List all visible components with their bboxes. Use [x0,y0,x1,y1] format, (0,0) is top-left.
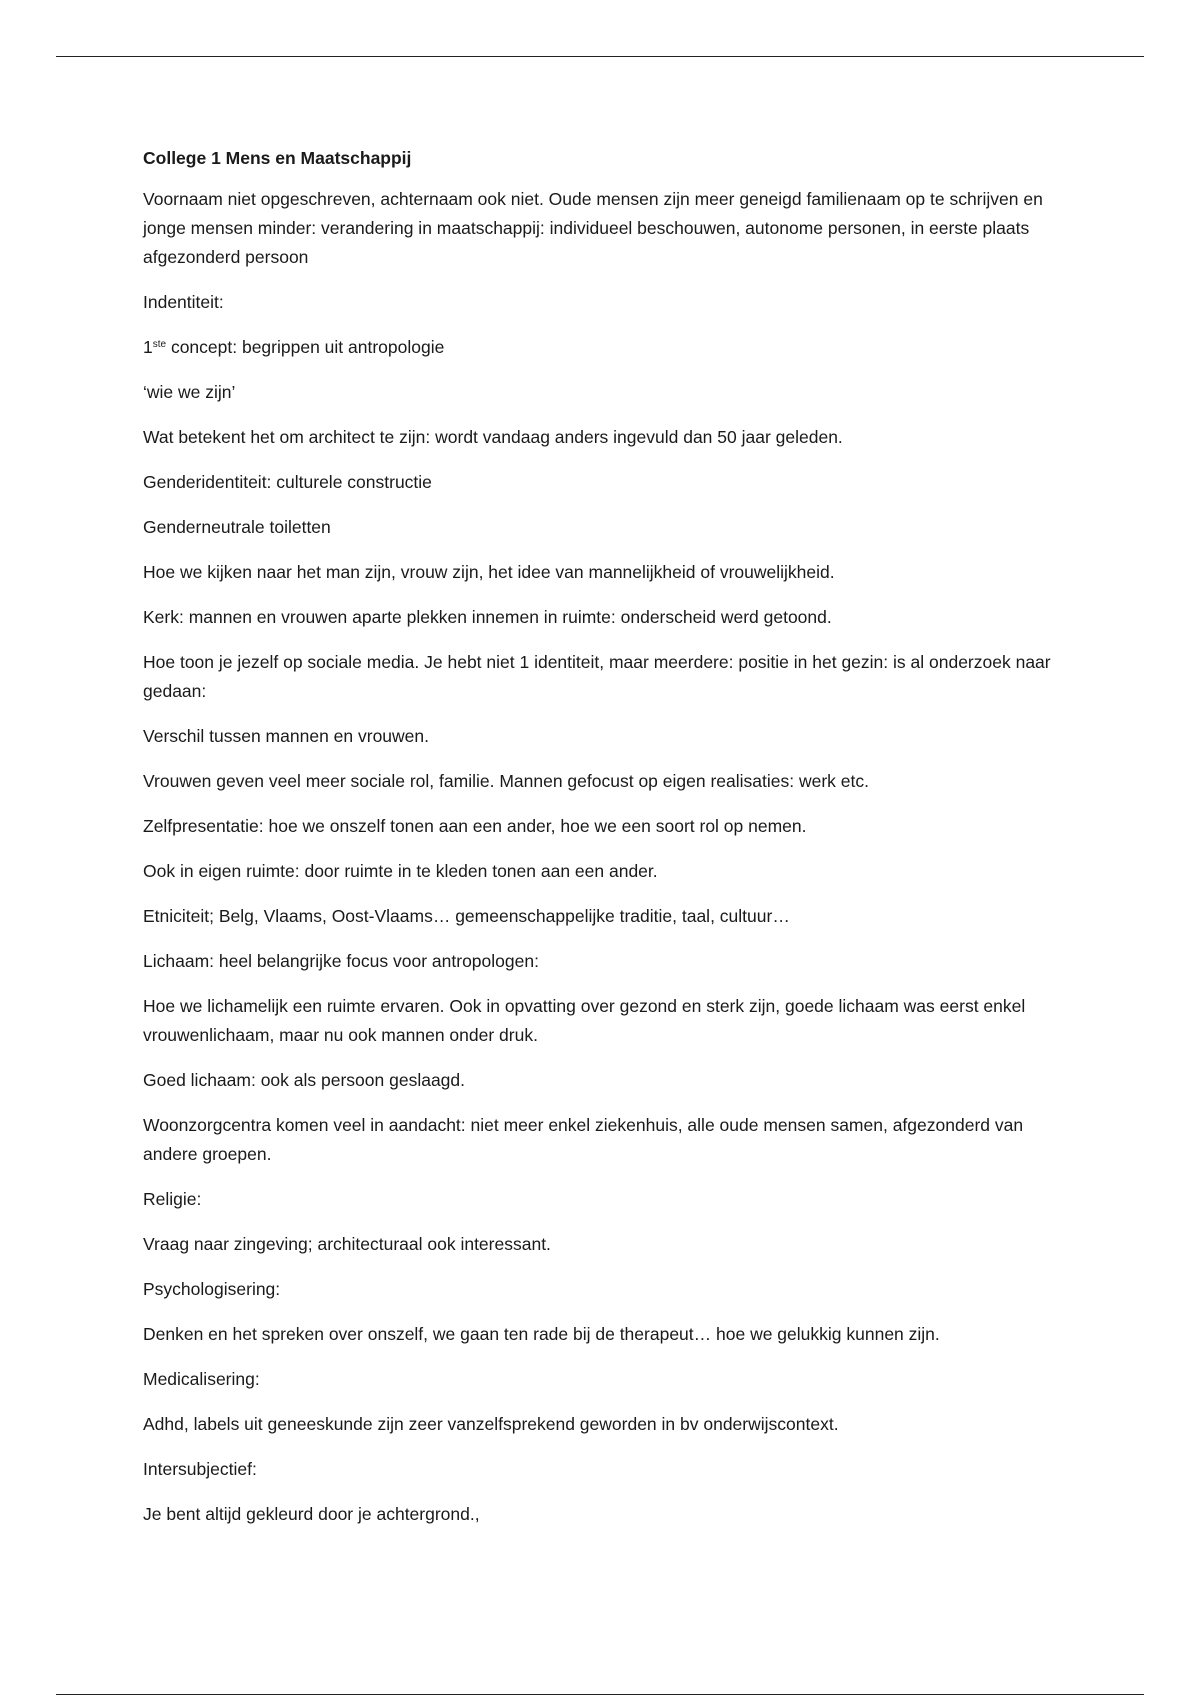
paragraph-zingeving: Vraag naar zingeving; architecturaal ook interessant. [143,1234,551,1254]
heading-religie: Religie: [143,1189,202,1209]
paragraph-zelfpresentatie: Zelfpresentatie: hoe we onszelf tonen aan een ander, hoe we een soort rol op nemen. [143,816,807,836]
paragraph-lichamelijk: Hoe we lichamelijk een ruimte ervaren. Ook in opvatting over gezond en sterk zijn, goede lichaam was eerst enkel vrouwenlichaam, maar nu ook mannen onder druk. [143,996,1026,1045]
bottom-rule [56,1694,1144,1695]
paragraph-adhd: Adhd, labels uit geneeskunde zijn zeer vanzelfsprekend geworden in bv onderwijscontext. [143,1414,839,1434]
paragraph-denken: Denken en het spreken over onszelf, we gaan ten rade bij de therapeut… hoe we gelukkig kunnen zijn. [143,1324,940,1344]
paragraph-vrouwen-rol: Vrouwen geven veel meer sociale rol, familie. Mannen gefocust op eigen realisaties: werk etc. [143,771,869,791]
paragraph-etniciteit: Etniciteit; Belg, Vlaams, Oost-Vlaams… gemeenschappelijke traditie, taal, cultuur… [143,906,790,926]
paragraph-intro: Voornaam niet opgeschreven, achternaam ook niet. Oude mensen zijn meer geneigd familienaam op te schrijven en jonge mensen minder: verandering in maatschappij: individueel beschouwen, autonome personen, in eerste plaats afgezonderd persoon [143,189,1043,267]
paragraph-woonzorgcentra: Woonzorgcentra komen veel in aandacht: niet meer enkel ziekenhuis, alle oude mensen samen, afgezonderd van andere groepen. [143,1115,1024,1164]
paragraph-achtergrond: Je bent altijd gekleurd door je achtergrond., [143,1504,480,1524]
heading-identiteit: Indentiteit: [143,292,224,312]
document-title: College 1 Mens en Maatschappij [143,148,412,168]
paragraph-man-vrouw: Hoe we kijken naar het man zijn, vrouw zijn, het idee van mannelijkheid of vrouwelijkheid. [143,562,835,582]
concept-number: 1 [143,337,153,357]
document-body [143,144,1063,1545]
paragraph-wie-we-zijn: ‘wie we zijn’ [143,382,236,402]
paragraph-verschil: Verschil tussen mannen en vrouwen. [143,726,429,746]
paragraph-concept [143,333,1063,362]
paragraph-genderneutrale: Genderneutrale toiletten [143,517,331,537]
top-rule [56,56,1144,57]
paragraph-goed-lichaam: Goed lichaam: ook als persoon geslaagd. [143,1070,466,1090]
concept-text: concept: begrippen uit antropologie [166,337,445,357]
paragraph-eigen-ruimte: Ook in eigen ruimte: door ruimte in te kleden tonen aan een ander. [143,861,658,881]
paragraph-architect: Wat betekent het om architect te zijn: wordt vandaag anders ingevuld dan 50 jaar geleden. [143,427,843,447]
paragraph-lichaam: Lichaam: heel belangrijke focus voor antropologen: [143,951,539,971]
paragraph-kerk: Kerk: mannen en vrouwen aparte plekken innemen in ruimte: onderscheid werd getoond. [143,607,832,627]
heading-intersubjectief: Intersubjectief: [143,1459,257,1479]
heading-medicalisering: Medicalisering: [143,1369,260,1389]
concept-superscript: ste [152,339,167,350]
paragraph-genderidentiteit: Genderidentiteit: culturele constructie [143,472,432,492]
paragraph-sociale-media: Hoe toon je jezelf op sociale media. Je hebt niet 1 identiteit, maar meerdere: positie in het gezin: is al onderzoek naar gedaan: [143,652,1051,701]
heading-psychologisering: Psychologisering: [143,1279,281,1299]
